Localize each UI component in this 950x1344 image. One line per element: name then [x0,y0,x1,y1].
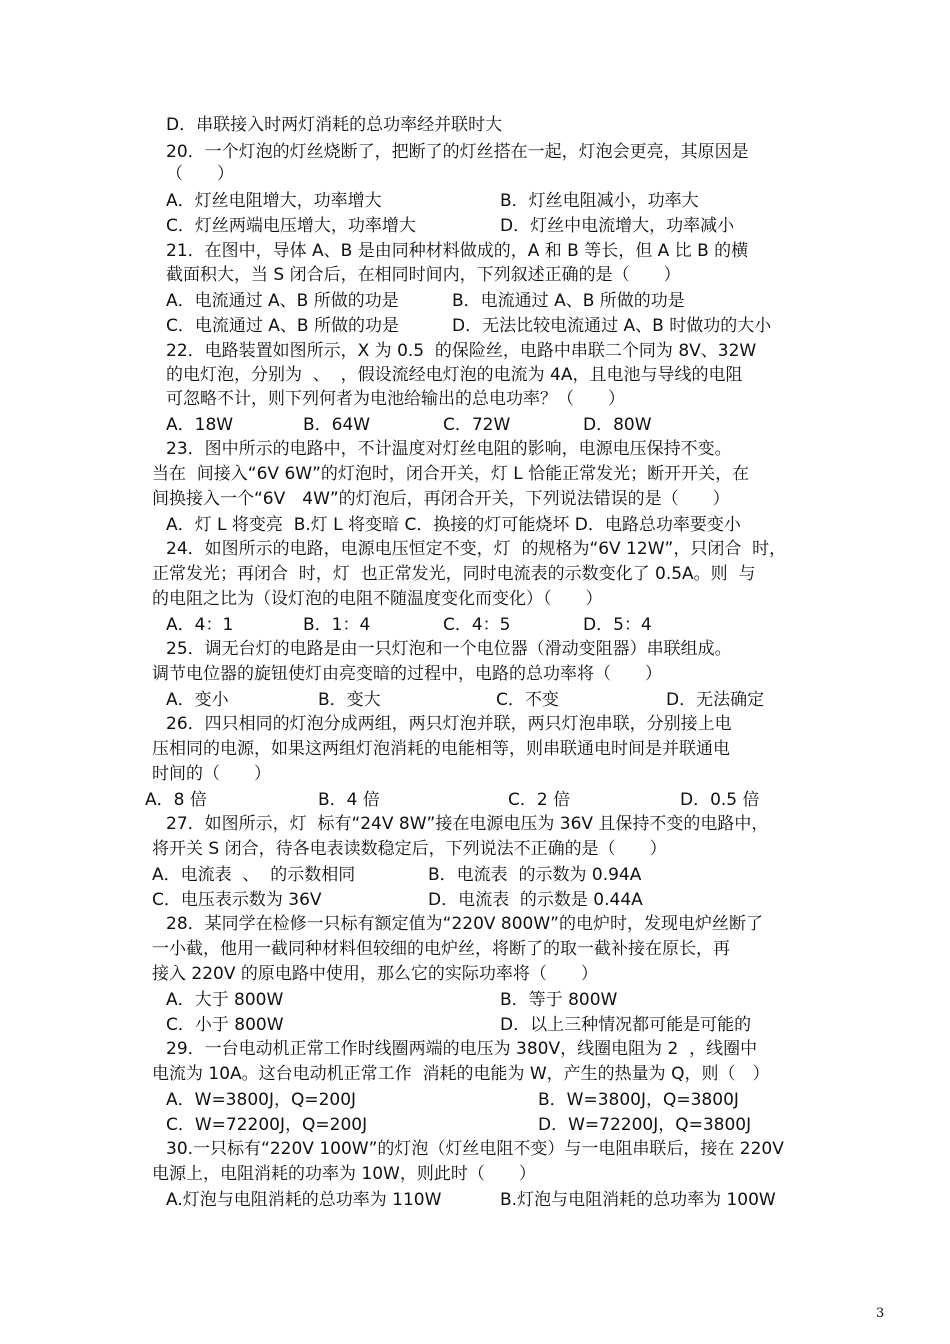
option-d: D．0.5 倍 [680,790,760,810]
option-c: C．W=72200J，Q=200J [166,1115,368,1135]
option-c: C．灯丝两端电压增大，功率增大 [166,216,416,236]
question-24: 24．如图所示的电路，电源电压恒定不变，灯 的规格为“6V 12W”，只闭合 时， [166,539,787,559]
question-25: 25．调无台灯的电路是由一只灯泡和一个电位器（滑动变阻器）串联组成。 [166,639,732,659]
option-a: A．电流表 、 的示数相同 [152,865,356,885]
text-line: 间换接入一个“6V 4W”的灯泡后，再闭合开关，下列说法错误的是（ ） [152,489,730,509]
question-20: 20．一个灯泡的灯丝烧断了，把断了的灯丝搭在一起，灯泡会更亮，其原因是 [166,142,749,162]
option-a: A．8 倍 [145,790,207,810]
text-line: D．串联接入时两灯消耗的总功率经并联时大 [166,115,503,135]
option-d: D．W=72200J，Q=3800J [538,1115,752,1135]
answer-blank: （ ） [166,164,234,184]
text-line: 压相同的电源，如果这两组灯泡消耗的电能相等，则串联通电时间是并联通电 [152,739,730,759]
question-22: 22．电路装置如图所示，X 为 0.5 的保险丝，电路中串联二个同为 8V、32W [166,341,757,361]
option-d: D．电流表 的示数是 0.44A [428,890,643,910]
text-line: 截面积大，当 S 闭合后，在相同时间内，下列叙述正确的是（ ） [166,265,681,285]
option-b: B．等于 800W [500,990,618,1010]
text-line: 调节电位器的旋钮使灯由亮变暗的过程中，电路的总功率将（ ） [152,664,662,684]
text-line: 可忽略不计，则下列何者为电池给输出的总电功率？（ ） [166,389,625,409]
option-d: D．无法确定 [666,690,765,710]
text-line: 正常发光；再闭合 时，灯 也正常发光，同时电流表的示数变化了 0.5A。则 与 [152,564,756,584]
text-line: 的电阻之比为（设灯泡的电阻不随温度变化而变化）（ ） [152,589,603,609]
option-d: D．无法比较电流通过 A、B 时做功的大小 [452,316,772,336]
question-28: 28．某同学在检修一只标有额定值为“220V 800W”的电炉时，发现电炉丝断了 [166,914,763,934]
option-d: D．以上三种情况都可能是可能的 [500,1015,752,1035]
option-c: C．小于 800W [166,1015,284,1035]
option-b: B.灯泡与电阻消耗的总功率为 100W [500,1190,776,1210]
option-b: B．W=3800J，Q=3800J [538,1090,739,1110]
option-c: C．72W [443,415,511,435]
option-b: B．4 倍 [318,790,380,810]
options-row: A．灯 L 将变亮 B.灯 L 将变暗 C．换接的灯可能烧坏 D．电路总功率要变小 [166,515,741,535]
option-b: B．电流通过 A、B 所做的功是 [452,291,685,311]
option-a: A．大于 800W [166,990,284,1010]
option-a: A.灯泡与电阻消耗的总功率为 110W [166,1190,442,1210]
option-c: C．2 倍 [508,790,571,810]
option-d: D．80W [583,415,652,435]
text-line: 电源上，电阻消耗的功率为 10W，则此时（ ） [152,1164,536,1184]
option-d: D．灯丝中电流增大，功率减小 [500,216,735,236]
question-27: 27．如图所示，灯 标有“24V 8W”接在电源电压为 36V 且保持不变的电路中， [166,814,769,834]
option-c: C．不变 [496,690,559,710]
text-line: 当在 间接入“6V 6W”的灯泡时，闭合开关，灯 L 恰能正常发光；断开开关，在 [152,464,750,484]
text-line: 时间的（ ） [152,764,271,784]
text-line: 接入 220V 的原电路中使用，那么它的实际功率将（ ） [152,964,598,984]
question-26: 26．四只相同的灯泡分成两组，两只灯泡并联，两只灯泡串联，分别接上电 [166,714,732,734]
option-a: A．灯丝电阻增大，功率增大 [166,191,382,211]
text-line: 电流为 10A。这台电动机正常工作 消耗的电能为 W，产生的热量为 Q，则（ ） [152,1064,770,1084]
option-a: A．4：1 [166,615,234,635]
option-b: B．1：4 [303,615,371,635]
option-a: A．变小 [166,690,229,710]
text-line: 将开关 S 闭合，待各电表读数稳定后，下列说法不正确的是（ ） [152,839,667,859]
question-30: 30.一只标有“220V 100W”的灯泡（灯丝电阻不变）与一电阻串联后，接在 220V [166,1139,784,1159]
question-21: 21．在图中，导体 A、B 是由同种材料做成的，A 和 B 等长，但 A 比 B 的横 [166,241,749,261]
question-29: 29．一台电动机正常工作时线圈两端的电压为 380V，线圈电阻为 2 ，线圈中 [166,1039,758,1059]
question-23: 23．图中所示的电路中，不计温度对灯丝电阻的影响，电源电压保持不变。 [166,439,732,459]
option-c: C．电压表示数为 36V [152,890,322,910]
option-b: B．电流表 的示数为 0.94A [428,865,642,885]
text-line: 的电灯泡，分别为 、 ，假设流经电灯泡的电流为 4A，且电池与导线的电阻 [166,365,743,385]
option-a: A．W=3800J，Q=200J [166,1090,357,1110]
option-b: B．灯丝电阻减小，功率大 [500,191,699,211]
text-line: 一小截，他用一截同种材料但较细的电炉丝，将断了的取一截补接在原长，再 [152,939,730,959]
option-d: D．5：4 [583,615,652,635]
option-c: C．4：5 [443,615,511,635]
option-a: A．电流通过 A、B 所做的功是 [166,291,399,311]
option-b: B．64W [303,415,371,435]
option-a: A．18W [166,415,234,435]
page-number: 3 [876,1306,885,1321]
option-c: C．电流通过 A、B 所做的功是 [166,316,399,336]
option-b: B．变大 [318,690,381,710]
